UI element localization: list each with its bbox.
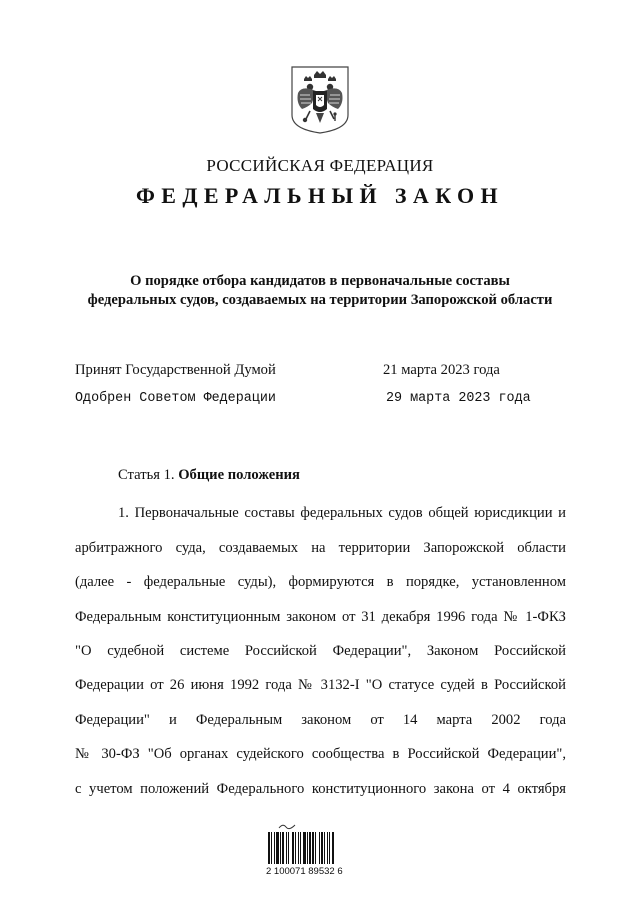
barcode-bar xyxy=(312,832,314,864)
country-name: РОССИЙСКАЯ ФЕДЕРАЦИЯ xyxy=(206,156,434,175)
coat-of-arms-icon xyxy=(288,63,352,135)
barcode-block xyxy=(264,822,364,882)
barcode-bar xyxy=(303,832,306,864)
body-line: "О судебной системе Российской Федерации", Законом Российской xyxy=(75,643,566,659)
body-line: с учетом положений Федерального конституционного закона от 4 октября xyxy=(75,781,566,797)
adoption-date: 21 марта 2023 года xyxy=(383,362,500,378)
barcode-bar xyxy=(295,832,296,864)
barcode-bar xyxy=(321,832,323,864)
body-line: Федерации" и Федеральным законом от 14 марта 2002 года xyxy=(75,712,566,728)
body-line: Федерации от 26 июня 1992 года № 3132-I "О статусе судей в Российской xyxy=(75,677,566,693)
barcode-bar xyxy=(309,832,311,864)
adoption-label: Принят Государственной Думой xyxy=(75,362,276,378)
barcode-bar xyxy=(300,832,301,864)
barcode-bar xyxy=(276,832,279,864)
article-title: Общие положения xyxy=(178,467,300,483)
law-title-line: О порядке отбора кандидатов в первоначальные составы xyxy=(130,273,510,289)
barcode-bar xyxy=(298,832,299,864)
article-heading xyxy=(118,467,300,484)
barcode-bar xyxy=(324,832,325,864)
barcode-bar xyxy=(286,832,287,864)
body-line: № 30-ФЗ "Об органах судейского сообщества в Российской Федерации", xyxy=(75,746,566,762)
barcode-bar xyxy=(329,832,330,864)
body-line: 1. Первоначальные составы федеральных судов общей юрисдикции и xyxy=(118,505,566,521)
article-number: Статья 1. xyxy=(118,467,175,483)
barcode-bar xyxy=(282,832,284,864)
body-line: Федеральным конституционным законом от 31 декабря 1996 года № 1-ФКЗ xyxy=(75,609,566,625)
barcode-bar xyxy=(280,832,281,864)
barcode-bar xyxy=(327,832,328,864)
law-title xyxy=(0,272,640,310)
barcode-bar xyxy=(319,832,320,864)
barcode-bar xyxy=(271,832,272,864)
adoption-label: Одобрен Советом Федерации xyxy=(75,391,276,406)
barcode-bar xyxy=(315,832,316,864)
barcode-bar xyxy=(268,832,270,864)
body-line: арбитражного суда, создаваемых на территории Запорожской области xyxy=(75,540,566,556)
body-line: (далее - федеральные суды), формируются в порядке, установленном xyxy=(75,574,566,590)
barcode-bar xyxy=(307,832,308,864)
barcode-bar xyxy=(274,832,275,864)
barcode-bar xyxy=(288,832,289,864)
barcode-bar xyxy=(292,832,294,864)
adoption-date: 29 марта 2023 года xyxy=(386,391,531,406)
barcode-bar xyxy=(332,832,334,864)
law-title-line: федеральных судов, создаваемых на территории Запорожской области xyxy=(87,292,553,308)
barcode-icon xyxy=(268,832,358,864)
signature-mark-icon xyxy=(278,822,296,830)
law-type-heading: ФЕДЕРАЛЬНЫЙ ЗАКОН xyxy=(135,183,505,208)
barcode-number: 2 100071 89532 6 xyxy=(266,866,343,877)
